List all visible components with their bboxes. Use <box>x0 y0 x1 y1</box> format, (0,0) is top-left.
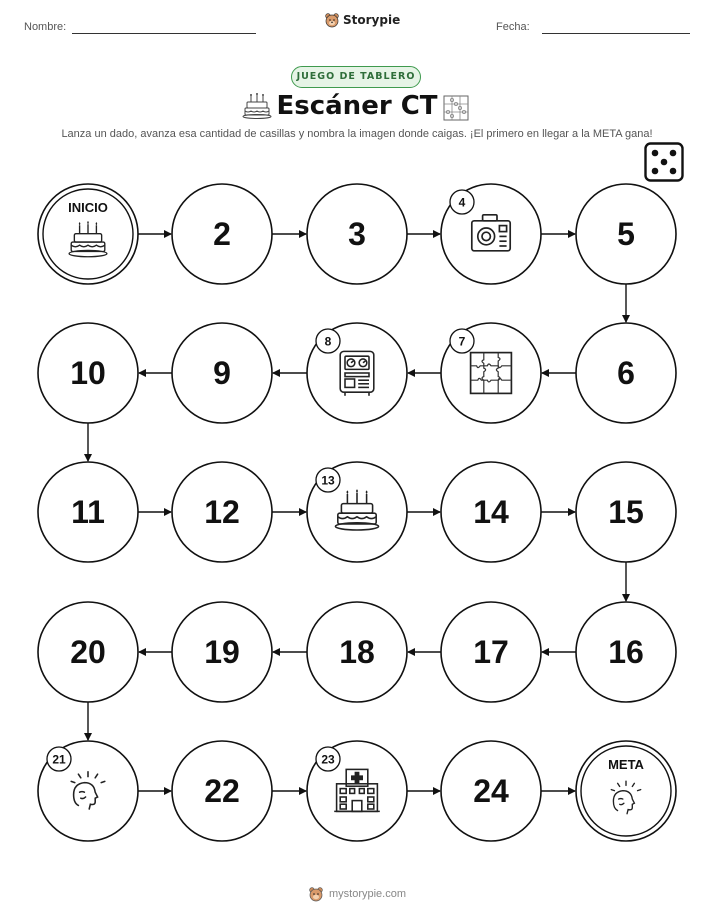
date-label: Fecha: <box>496 21 530 33</box>
space-number: 7 <box>458 334 466 349</box>
board-space-9 <box>172 323 272 423</box>
board-space-15 <box>576 462 676 562</box>
space-number: 14 <box>473 494 509 530</box>
board-space-4 <box>441 184 541 284</box>
board-space-3 <box>307 184 407 284</box>
board-space-2 <box>172 184 272 284</box>
board-space-21 <box>38 741 138 841</box>
space-number: 11 <box>71 494 105 530</box>
space-number: 6 <box>617 355 635 391</box>
board-space-23 <box>307 741 407 841</box>
board-space-19 <box>172 602 272 702</box>
footer <box>308 886 406 902</box>
name-label: Nombre: <box>24 21 67 33</box>
board-space-6 <box>576 323 676 423</box>
category-badge: JUEGO DE TABLERO <box>291 66 421 88</box>
board-space-12 <box>172 462 272 562</box>
space-number: 8 <box>324 334 332 349</box>
board-space-13 <box>307 462 407 562</box>
space-number: 24 <box>473 773 509 809</box>
space-number: 22 <box>204 773 240 809</box>
space-number: 12 <box>204 494 240 530</box>
space-number: 23 <box>321 752 335 767</box>
space-number: 15 <box>608 494 644 530</box>
space-number: 9 <box>213 355 231 391</box>
board-space-7 <box>441 323 541 423</box>
board-space-14 <box>441 462 541 562</box>
space-number: 4 <box>458 195 466 210</box>
board-space-22 <box>172 741 272 841</box>
space-number: 18 <box>339 634 375 670</box>
board-space-11 <box>38 462 138 562</box>
page-title: Escáner CT <box>276 91 438 121</box>
footer-url[interactable]: mystorypie.com <box>329 888 407 900</box>
space-number: 3 <box>348 216 366 252</box>
space-number: 10 <box>70 355 106 391</box>
board-space-5 <box>576 184 676 284</box>
board-space-24 <box>441 741 541 841</box>
space-number: 13 <box>321 473 335 488</box>
board-space-18 <box>307 602 407 702</box>
space-caption: META <box>608 757 644 772</box>
board-space-8 <box>307 323 407 423</box>
bear-icon <box>308 886 324 902</box>
instructions: Lanza un dado, avanza esa cantidad de casillas y nombra la imagen donde caigas. ¡El primero en llegar a la META gana! <box>61 128 653 140</box>
space-number: 16 <box>608 634 644 670</box>
space-caption: INICIO <box>68 200 108 215</box>
board-space-20 <box>38 602 138 702</box>
brand-name: Storypie <box>343 13 401 27</box>
board-space-16 <box>576 602 676 702</box>
space-number: 20 <box>70 634 106 670</box>
space-number: 19 <box>204 634 240 670</box>
board-space-start <box>38 184 138 284</box>
board-space-goal <box>576 741 676 841</box>
space-number: 17 <box>473 634 509 670</box>
space-number: 2 <box>213 216 231 252</box>
space-number: 5 <box>617 216 635 252</box>
space-number: 21 <box>52 752 66 767</box>
board-space-10 <box>38 323 138 423</box>
board-space-17 <box>441 602 541 702</box>
